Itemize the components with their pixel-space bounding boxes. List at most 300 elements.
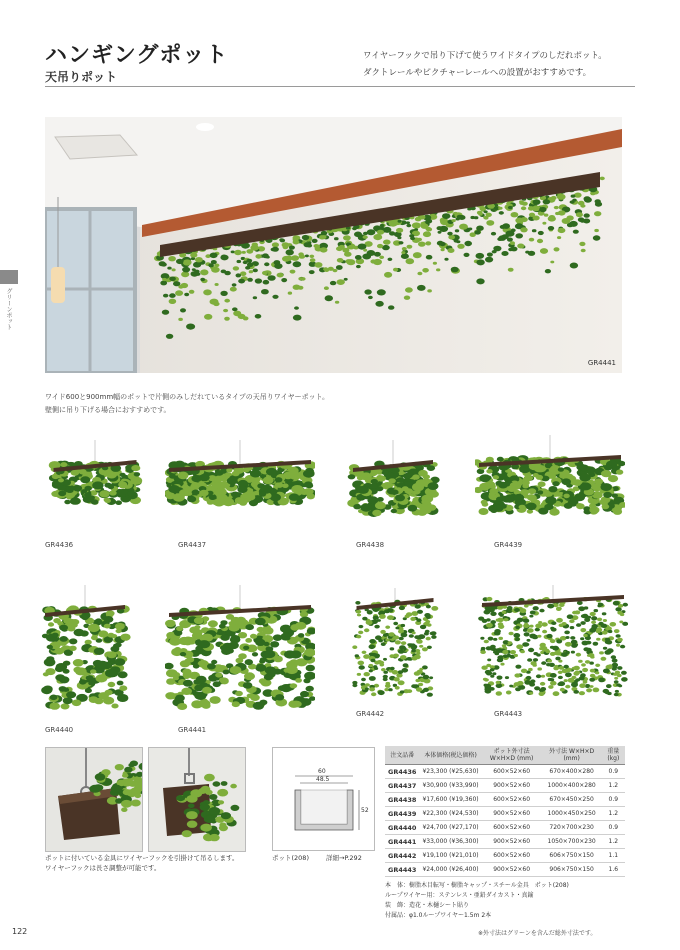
leaf-shape <box>253 702 264 710</box>
leaf-shape <box>488 637 494 641</box>
leaf-shape <box>606 684 612 688</box>
leaf-shape <box>84 492 92 497</box>
leaf-shape <box>213 681 221 687</box>
footnote: ※外寸法はグリーンを含んだ総外寸法です。 <box>478 930 597 937</box>
leaf-shape <box>457 244 464 249</box>
leaf-shape <box>250 470 261 478</box>
leaf-shape <box>582 641 589 646</box>
leaf-shape <box>104 624 111 629</box>
leaf-shape <box>217 789 228 797</box>
leaf-shape <box>526 503 537 510</box>
leaf-shape <box>334 237 339 240</box>
leaf-shape <box>580 482 591 490</box>
product-image-gr4437 <box>165 440 315 550</box>
leaf-shape <box>200 269 208 275</box>
leaf-shape <box>600 177 605 181</box>
leaf-shape <box>514 682 520 686</box>
leaf-shape <box>416 639 422 643</box>
leaf-shape <box>199 700 211 708</box>
leaf-shape <box>537 490 543 494</box>
leaf-shape <box>59 686 67 692</box>
leaf-shape <box>421 222 426 226</box>
leaf-shape <box>238 480 248 487</box>
spec-table <box>385 746 625 877</box>
leaf-shape <box>66 691 76 698</box>
leaf-shape <box>447 232 452 236</box>
leaf-shape <box>371 479 378 484</box>
leaf-shape <box>490 675 494 678</box>
spec-cell: 670×450×250 <box>542 793 602 807</box>
leaf-shape <box>573 690 579 694</box>
leaf-shape <box>561 478 571 485</box>
leaf-shape <box>607 648 614 653</box>
leaf-shape <box>232 283 237 286</box>
leaf-shape <box>223 670 230 675</box>
leaf-shape <box>288 292 292 295</box>
leaf-shape <box>275 477 283 482</box>
leaf-shape <box>504 618 509 621</box>
leaf-shape <box>506 691 512 695</box>
leaf-shape <box>423 675 430 680</box>
leaf-shape <box>315 262 323 268</box>
caption-line: ワイド600と900mm幅のポットで片側のみしだれているタイプの天吊りワイヤーポット。 <box>45 393 329 401</box>
leaf-shape <box>176 626 183 631</box>
leaf-shape <box>250 634 257 639</box>
leaf-shape <box>590 612 596 616</box>
leaf-shape <box>167 267 171 270</box>
leaf-shape <box>584 196 591 201</box>
leaf-shape <box>95 620 102 625</box>
leaf-shape <box>209 794 217 800</box>
leaf-shape <box>290 650 302 658</box>
leaf-shape <box>363 235 368 239</box>
leaf-shape <box>603 689 609 693</box>
leaf-shape <box>440 242 446 246</box>
leaf-shape <box>405 287 413 292</box>
leaf-shape <box>355 601 360 605</box>
leaf-shape <box>617 611 622 615</box>
leaf-shape <box>247 694 254 699</box>
leaf-shape <box>517 618 524 623</box>
leaf-shape <box>198 640 210 648</box>
leaf-shape <box>285 636 291 640</box>
leaf-shape <box>520 650 525 653</box>
leaf-shape <box>499 473 507 478</box>
leaf-shape <box>398 680 405 685</box>
detail-note-line: ポットに付いている金具にワイヤーフックを引掛けて吊るします。 <box>45 854 239 862</box>
leaf-shape <box>60 462 67 467</box>
leaf-shape <box>410 617 416 621</box>
leaf-shape <box>571 651 575 654</box>
product-code-gr4440: GR4440 <box>45 726 74 734</box>
leaf-shape <box>79 679 87 684</box>
leaf-shape <box>529 238 534 242</box>
leaf-shape <box>396 228 403 233</box>
leaf-shape <box>578 660 583 663</box>
leaf-shape <box>546 634 552 638</box>
leaf-shape <box>611 655 616 659</box>
page-number: 122 <box>12 927 28 936</box>
leaf-shape <box>524 632 530 636</box>
leaf-shape <box>508 641 513 644</box>
leaf-shape <box>330 281 336 285</box>
leaf-shape <box>377 244 383 248</box>
leaf-shape <box>221 270 227 274</box>
leaf-shape <box>483 216 487 219</box>
leaf-shape <box>402 247 407 251</box>
leaf-shape <box>417 272 422 276</box>
product-image-gr4440 <box>30 585 140 715</box>
leaf-shape <box>293 261 302 267</box>
leaf-shape <box>406 224 411 227</box>
leaf-shape <box>455 229 459 232</box>
leaf-shape <box>228 642 239 649</box>
leaf-shape <box>300 691 309 697</box>
leaf-shape <box>107 651 117 658</box>
leaf-shape <box>360 504 372 512</box>
leaf-shape <box>564 503 573 509</box>
leaf-shape <box>188 804 195 809</box>
leaf-shape <box>406 258 415 264</box>
leaf-shape <box>420 679 424 682</box>
product-image-gr4438 <box>338 440 448 550</box>
leaf-shape <box>316 245 320 248</box>
leaf-shape <box>304 242 311 247</box>
leaf-shape <box>570 636 575 640</box>
leaf-shape <box>558 210 566 215</box>
leaf-shape <box>394 677 400 681</box>
leaf-shape <box>579 474 590 482</box>
leaf-shape <box>247 262 254 267</box>
leaf-shape <box>497 237 502 241</box>
leaf-shape <box>425 241 431 245</box>
leaf-shape <box>581 249 586 253</box>
leaf-shape <box>522 480 530 485</box>
leaf-shape <box>493 475 499 479</box>
leaf-shape <box>591 621 596 624</box>
leaf-shape <box>344 252 352 257</box>
leaf-shape <box>593 688 600 693</box>
leaf-shape <box>615 690 619 693</box>
leaf-shape <box>189 290 195 294</box>
leaf-shape <box>382 470 389 475</box>
leaf-shape <box>556 639 562 643</box>
leaf-shape <box>514 608 520 612</box>
leaf-shape <box>486 469 492 474</box>
leaf-shape <box>339 245 345 249</box>
leaf-shape <box>596 630 601 633</box>
leaf-shape <box>399 637 404 641</box>
leaf-shape <box>228 624 239 632</box>
leaf-shape <box>303 470 315 478</box>
leaf-shape <box>305 255 309 258</box>
leaf-shape <box>375 635 382 640</box>
foliage <box>478 597 628 697</box>
leaf-shape <box>375 301 383 307</box>
leaf-shape <box>529 615 533 618</box>
leaf-shape <box>409 634 414 638</box>
leaf-shape <box>621 671 627 675</box>
leaf-shape <box>231 617 241 624</box>
leaf-shape <box>414 655 421 660</box>
leaf-shape <box>401 251 405 254</box>
leaf-shape <box>246 494 255 501</box>
leaf-shape <box>614 693 619 696</box>
leaf-shape <box>545 269 551 273</box>
leaf-shape <box>275 694 284 700</box>
leaf-shape <box>204 774 215 782</box>
leaf-shape <box>203 289 212 295</box>
leaf-shape <box>396 477 404 483</box>
leaf-shape <box>589 506 599 513</box>
leaf-shape <box>255 314 262 319</box>
leaf-shape <box>608 630 613 633</box>
leaf-shape <box>412 632 416 635</box>
spec-row <box>385 807 625 821</box>
leaf-shape <box>293 315 302 321</box>
leaf-shape <box>401 641 406 645</box>
leaf-shape <box>442 213 450 219</box>
leaf-shape <box>489 492 496 497</box>
spec-code-cell: GR4439 <box>385 807 419 821</box>
spec-row <box>385 821 625 835</box>
leaf-shape <box>230 666 242 674</box>
leaf-shape <box>502 650 508 654</box>
leaf-shape <box>623 603 628 607</box>
leaf-shape <box>80 476 90 483</box>
leaf-shape <box>468 228 472 231</box>
leaf-shape <box>369 687 375 691</box>
leaf-shape <box>255 639 265 646</box>
spec-cell: ¥19,100 (¥21,010) <box>419 849 481 863</box>
leaf-shape <box>128 763 134 767</box>
leaf-shape <box>224 317 230 321</box>
leaf-shape <box>405 488 413 494</box>
leaf-shape <box>223 309 228 312</box>
leaf-shape <box>444 258 448 261</box>
product-image-gr4436 <box>30 440 160 550</box>
leaf-shape <box>602 612 607 615</box>
leaf-shape <box>262 271 268 275</box>
leaf-shape <box>491 232 496 236</box>
leaf-shape <box>286 249 294 255</box>
leaf-shape <box>410 237 415 240</box>
leaf-shape <box>58 478 64 482</box>
leaf-shape <box>416 479 427 487</box>
leaf-shape <box>427 693 433 697</box>
leaf-shape <box>537 239 543 243</box>
leaf-shape <box>264 262 269 266</box>
leaf-shape <box>496 497 503 502</box>
leaf-shape <box>570 263 578 269</box>
leaf-shape <box>368 296 373 299</box>
leaf-shape <box>60 636 68 642</box>
leaf-shape <box>536 475 543 480</box>
leaf-shape <box>86 675 94 680</box>
caption-line: 壁側に吊り下げる場合におすすめです。 <box>45 406 171 414</box>
leaf-shape <box>177 703 187 710</box>
leaf-shape <box>470 216 475 219</box>
leaf-shape <box>481 666 487 670</box>
leaf-shape <box>73 659 84 667</box>
leaf-shape <box>384 609 390 613</box>
spec-code-cell: GR4438 <box>385 793 419 807</box>
leaf-shape <box>416 618 421 622</box>
leaf-shape <box>486 646 492 650</box>
leaf-shape <box>542 630 547 634</box>
foliage <box>165 606 315 710</box>
product-code-gr4437: GR4437 <box>178 541 207 549</box>
leaf-shape <box>550 261 554 264</box>
leaf-shape <box>91 635 98 640</box>
leaf-shape <box>108 485 114 489</box>
leaf-shape <box>50 695 58 701</box>
product-code-gr4441: GR4441 <box>178 726 207 734</box>
description-line: ダクトレールやピクチャーレールへの設置がおすすめです。 <box>363 68 592 78</box>
leaf-shape <box>291 255 299 261</box>
leaf-shape <box>547 659 552 662</box>
leaf-shape <box>373 259 382 265</box>
leaf-shape <box>383 240 391 245</box>
leaf-shape <box>364 628 369 632</box>
leaf-shape <box>344 278 348 281</box>
leaf-shape <box>422 268 429 273</box>
spec-cell: 600×52×60 <box>482 793 542 807</box>
leaf-shape <box>357 486 369 494</box>
leaf-shape <box>483 678 487 681</box>
leaf-shape <box>290 683 298 688</box>
pot-label: ポット(208) <box>272 854 309 862</box>
leaf-shape <box>115 500 122 505</box>
leaf-shape <box>388 305 394 309</box>
leaf-shape <box>616 470 623 475</box>
leaf-shape <box>117 681 124 686</box>
spec-cell: 1050×700×230 <box>542 835 602 849</box>
leaf-shape <box>484 688 488 691</box>
leaf-shape <box>47 645 53 649</box>
leaf-shape <box>131 788 140 794</box>
leaf-shape <box>82 616 88 620</box>
leaf-shape <box>324 286 329 290</box>
leaf-shape <box>542 222 546 225</box>
leaf-shape <box>407 245 413 249</box>
leaf-shape <box>357 614 361 617</box>
leaf-shape <box>562 218 571 224</box>
spec-note-line: ループワイヤー用：ステンレス・亜鉛ダイカスト・真鍮 <box>385 892 534 899</box>
leaf-shape <box>160 281 167 286</box>
leaf-shape <box>464 253 470 257</box>
leaf-shape <box>515 626 520 629</box>
leaf-shape <box>214 264 219 268</box>
leaf-shape <box>555 657 560 661</box>
leaf-shape <box>560 688 565 692</box>
leaf-shape <box>312 239 318 243</box>
leaf-shape <box>64 500 70 505</box>
leaf-shape <box>487 659 491 662</box>
leaf-shape <box>416 687 422 692</box>
leaf-shape <box>508 206 513 209</box>
leaf-shape <box>541 675 545 678</box>
leaf-shape <box>492 250 497 253</box>
side-index-label: グリーンポット <box>5 288 12 330</box>
leaf-shape <box>616 683 621 686</box>
header-rule <box>45 86 635 87</box>
leaf-shape <box>487 253 493 257</box>
product-code-gr4438: GR4438 <box>356 541 385 549</box>
leaf-shape <box>362 617 367 621</box>
leaf-shape <box>498 637 503 640</box>
leaf-shape <box>364 672 370 676</box>
leaf-shape <box>401 624 406 627</box>
leaf-shape <box>476 226 484 231</box>
spec-row <box>385 793 625 807</box>
leaf-shape <box>345 259 351 263</box>
product-image-gr4443 <box>478 585 628 703</box>
leaf-shape <box>550 639 556 643</box>
spec-note-line: 装 飾：造花・木樋シート貼り <box>385 902 470 909</box>
leaf-shape <box>403 663 409 667</box>
leaf-shape <box>503 654 508 658</box>
leaf-shape <box>202 687 212 694</box>
leaf-shape <box>192 490 200 496</box>
leaf-shape <box>219 624 226 629</box>
leaf-shape <box>362 651 367 654</box>
dim-inner-width: 48.5 <box>316 776 330 783</box>
leaf-shape <box>603 619 607 622</box>
leaf-shape <box>567 614 574 619</box>
leaf-shape <box>275 482 283 488</box>
leaf-shape <box>616 634 621 638</box>
leaf-shape <box>576 212 583 217</box>
leaf-shape <box>389 221 398 227</box>
spec-cell: 900×52×60 <box>482 863 542 877</box>
leaf-shape <box>532 635 539 640</box>
leaf-shape <box>485 257 493 263</box>
leaf-shape <box>280 625 292 633</box>
leaf-shape <box>104 498 111 503</box>
leaf-shape <box>268 275 276 281</box>
leaf-shape <box>238 279 245 284</box>
leaf-shape <box>277 273 284 278</box>
leaf-shape <box>119 685 127 691</box>
leaf-shape <box>236 273 242 277</box>
leaf-shape <box>55 674 65 681</box>
leaf-shape <box>411 643 416 646</box>
leaf-shape <box>558 676 563 679</box>
detail-note <box>45 853 255 873</box>
leaf-shape <box>489 687 494 691</box>
leaf-shape <box>92 481 103 489</box>
leaf-shape <box>592 624 598 629</box>
leaf-shape <box>114 658 125 666</box>
leaf-shape <box>163 294 168 298</box>
leaf-shape <box>169 277 176 282</box>
leaf-shape <box>419 645 423 648</box>
leaf-shape <box>381 642 386 646</box>
leaf-shape <box>361 678 366 681</box>
spec-header-cell: 注文品番 <box>385 746 419 765</box>
leaf-shape <box>127 491 135 497</box>
leaf-shape <box>593 642 599 646</box>
leaf-shape <box>509 685 513 688</box>
leaf-shape <box>427 646 432 649</box>
leaf-shape <box>497 606 503 610</box>
leaf-shape <box>569 221 578 227</box>
leaf-shape <box>52 633 59 638</box>
leaf-shape <box>510 655 514 658</box>
leaf-shape <box>352 684 357 688</box>
leaf-shape <box>539 647 544 650</box>
